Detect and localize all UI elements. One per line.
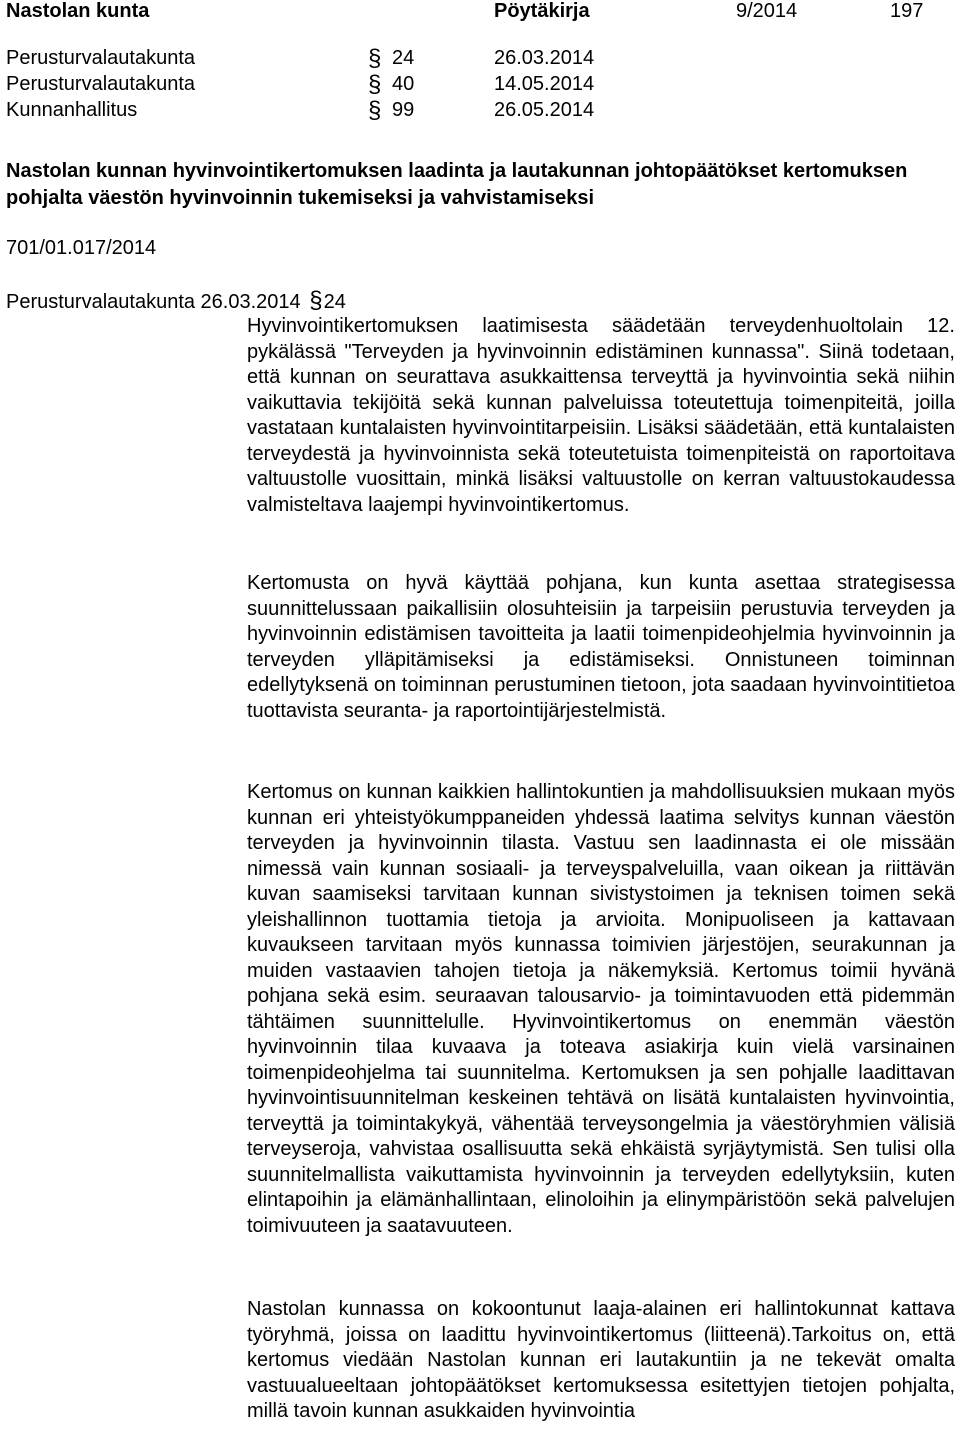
document-title: Nastolan kunnan hyvinvointikertomuksen laadinta ja lautakunnan johtopäätökset kertomuksen pohjalta väestön hyvinvoinnin tukemiseksi ja vahvistamiseksi	[6, 160, 908, 209]
meeting-row	[0, 73, 960, 99]
document-number: 9/2014	[736, 0, 798, 22]
meeting-body: Kunnanhallitus	[6, 99, 138, 121]
body-paragraph: Kertomus on kunnan kaikkien hallintokuntien ja mahdollisuuksien mukaan myös kunnan eri yhteistyökumppaneiden yhdessä laatima selvitys kunnan väestön terveyden ja hyvinvoinnin tilasta. Vastuu sen laadinnasta ei ole missään nimessä vain kunnan sosiaali- ja terveyspalveluilla, vaan oikean ja riittävän kuvan saamiseksi tarvitaan kunnan sivistystoimen ja teknisen toimen sekä yleishallinnon tuottamia tietoja ja arvioita. Monipuoliseen ja kattavaan kuvaukseen tarvitaan myös kunnassa toimivien järjestöjen, seurakunnan ja muiden vastaavien tahojen tietoja ja näkemyksiä. Kertomus toimii hyvänä pohjana sekä esim. seuraavan talousarvio- ja toimintavuoden että pidemmän tähtäimen suunnittelulle. Hyvinvointikertomus on enemmän väestön hyvinvoinnin tilaa kuvaava ja toteava asiakirja kuin vielä varsinainen toimenpideohjelma tai suunnitelma. Kertomuksen ja sen pohjalle laadittavan hyvinvointisuunnitelman keskeinen tehtävä on lisätä kuntalaisten hyvinvointia, terveyttä ja toimintakykyä, vähentää terveysongelmia ja väestöryhmien välisiä terveyseroja, vahvistaa osallisuutta sekä ehkäistä syrjäytymistä. Sen tulisi olla suunnitelmallista vaikuttamista hyvinvoinnin ja terveyden edellytyksiin, kuten elintapoihin ja elämänhallintaan, elinoloihin ja elinympäristöön sekä palvelujen toimivuuteen ja saatavuuteen.	[247, 781, 955, 1237]
document-type: Pöytäkirja	[494, 0, 590, 22]
section-sign-icon: §	[368, 45, 382, 72]
meeting-row	[0, 47, 960, 73]
body-paragraph: Hyvinvointikertomuksen laatimisesta säädetään terveydenhuoltolain 12. pykälässä "Terveyden ja hyvinvoinnin edistäminen kunnassa". Siinä todetaan, että kunnan on seurattava asukkaittensa terveyttä ja hyvinvointia sekä niihin vaikuttavia tekijöitä sekä kunnan palveluissa toteutettuja toimenpiteitä, joilla vastataan kuntalaisten hyvinvointitarpeisiin. Lisäksi säädetään, että kuntalaisten terveydestä ja hyvinvoinnista sekä toteutetuista toimenpiteistä on raportoitava valtuustolle vuosittain, minkä lisäksi valtuustolle on kerran valtuustokaudessa valmisteltava laajempi hyvinvointikertomus.	[247, 315, 955, 516]
meeting-body: Perusturvalautakunta	[6, 73, 196, 95]
section-sign-icon: §	[368, 97, 382, 124]
meeting-row	[0, 99, 960, 125]
meeting-date: 26.03.2014	[494, 47, 595, 69]
page-number: 197	[890, 0, 924, 22]
section-number: 40	[392, 73, 415, 95]
meeting-reference-body-date: Perusturvalautakunta 26.03.2014	[6, 291, 301, 313]
meeting-date: 26.05.2014	[494, 99, 595, 121]
section-sign-icon: §	[368, 71, 382, 98]
body-paragraph: Kertomusta on hyvä käyttää pohjana, kun kunta asettaa strategisessa suunnittelussaan paikallisiin olosuhteisiin ja tarpeisiin perustuvia terveyden ja hyvinvoinnin edistämisen tavoitteita ja laatii toimenpideohjelmia hyvinvoinnin ja terveyden ylläpitämiseksi ja edistämiseksi. Onnistuneen toiminnan edellytyksenä on toiminnan perustuminen tietoon, jota saadaan hyvinvointitietoa tuottavista seuranta- ja raportointijärjestelmistä.	[247, 572, 955, 722]
section-number: 24	[392, 47, 415, 69]
municipality-name: Nastolan kunta	[6, 0, 150, 22]
meeting-date: 14.05.2014	[494, 73, 595, 95]
meeting-body: Perusturvalautakunta	[6, 47, 196, 69]
section-number: 99	[392, 99, 415, 121]
page-header	[0, 0, 960, 26]
diary-number: 701/01.017/2014	[6, 237, 157, 259]
section-sign-icon: §	[309, 287, 323, 314]
meeting-reference-section: 24	[323, 291, 346, 313]
meeting-reference	[6, 289, 346, 314]
body-paragraph: Nastolan kunnassa on kokoontunut laaja-alainen eri hallintokunnat kattava työryhmä, joissa on laadittu hyvinvointikertomus (liitteenä).Tarkoitus on, että kertomus viedään Nastolan kunnan eri lautakuntiin ja ne tekevät omalta vastuualueeltaan johtopäätökset kertomuksessa esitettyjen tietojen pohjalta, millä tavoin kunnan asukkaiden hyvinvointia	[247, 1298, 955, 1422]
